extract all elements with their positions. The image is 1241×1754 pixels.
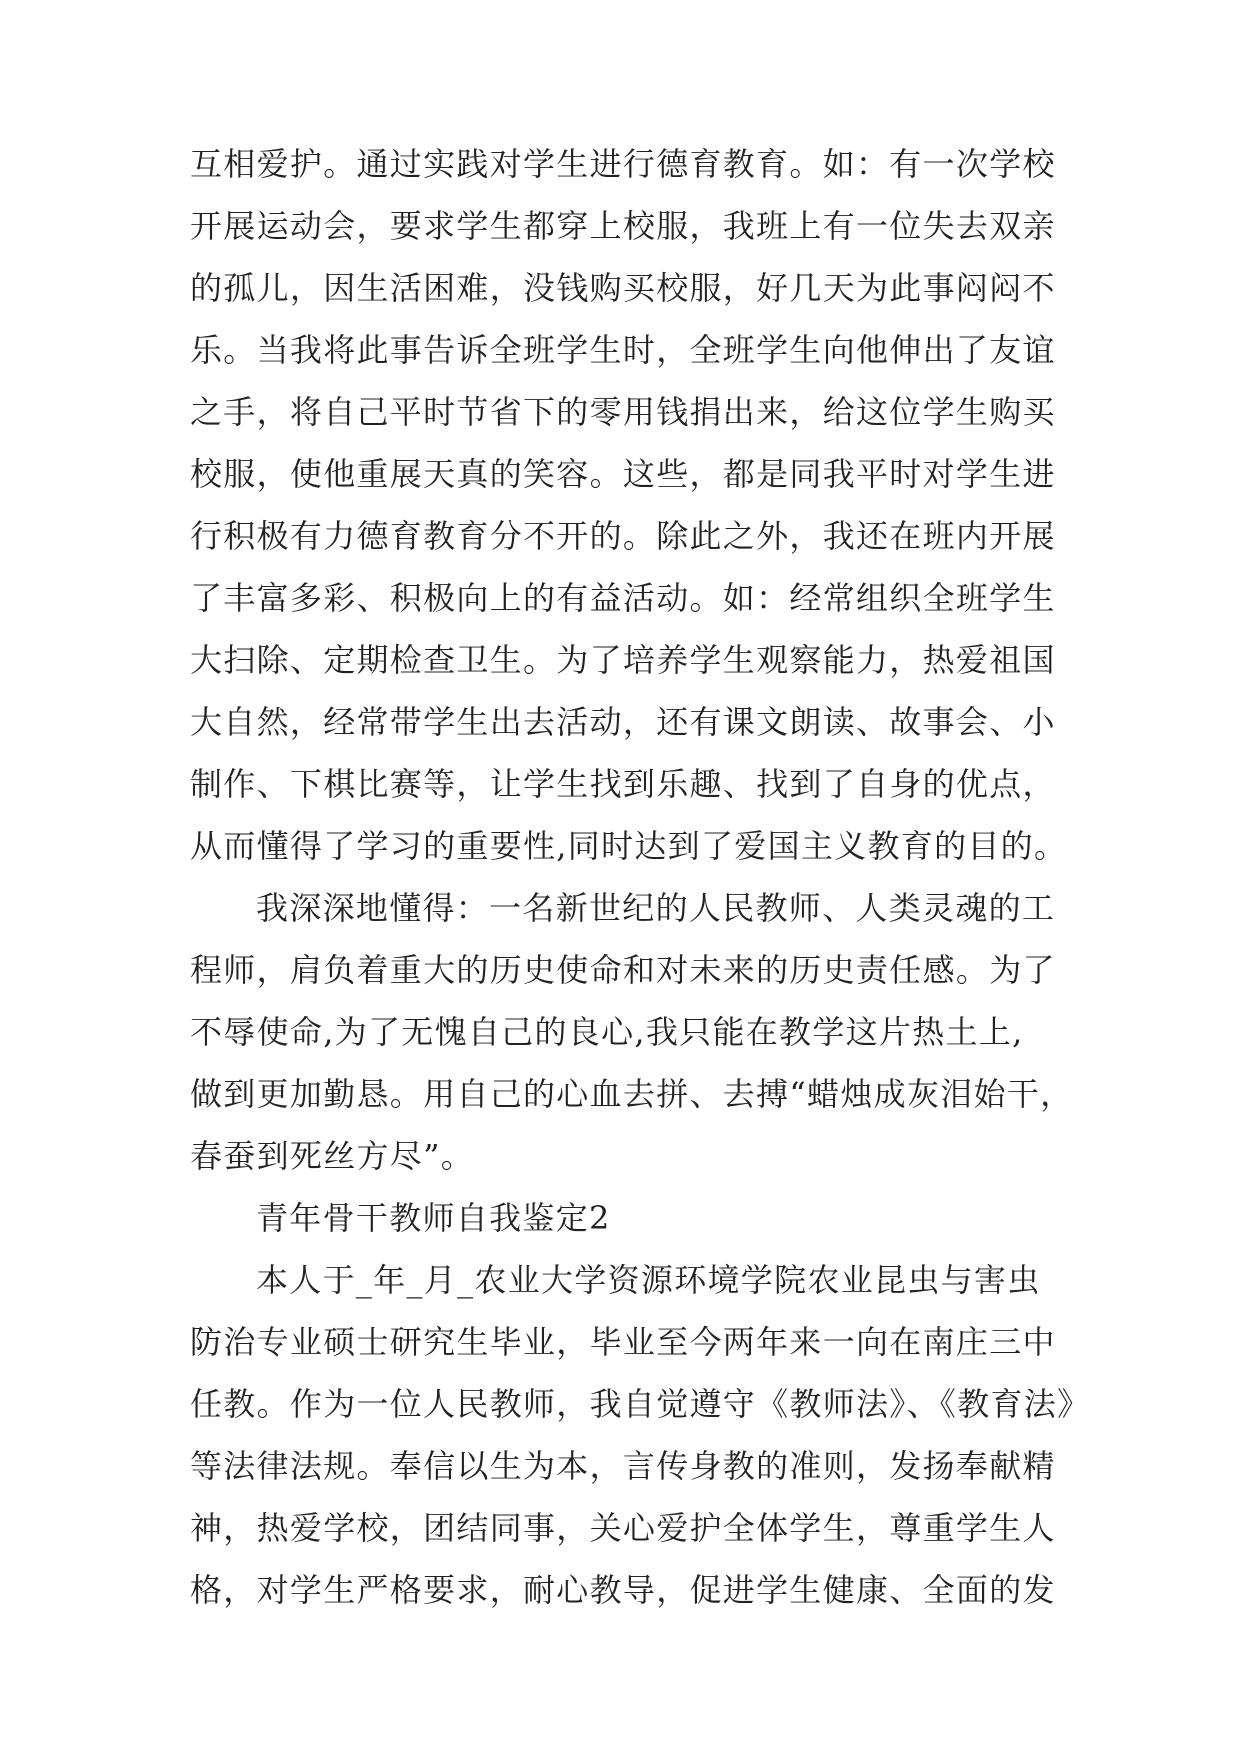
text-line: 做到更加勤恳。用自己的心血去拼、去搏“蜡烛成灰泪始干， (190, 1075, 1074, 1113)
text-line: 了丰富多彩、积极向上的有益活动。如：经常组织全班学生 (190, 579, 1056, 617)
text-line: 乐。当我将此事告诉全班学生时，全班学生向他伸出了友谊 (190, 331, 1056, 369)
text-line: 从而懂得了学习的重要性,同时达到了爱国主义教育的目的。 (190, 827, 1068, 865)
text-line: 等法律法规。奉信以生为本，言传身教的准则，发扬奉献精 (190, 1447, 1056, 1485)
text-line: 格，对学生严格要求，耐心教导，促进学生健康、全面的发 (190, 1571, 1056, 1609)
text-line: 制作、下棋比赛等，让学生找到乐趣、找到了自身的优点， (190, 765, 1056, 803)
text-line: 互相爱护。通过实践对学生进行德育教育。如：有一次学校 (190, 145, 1056, 183)
text-line: 大自然，经常带学生出去活动，还有课文朗读、故事会、小 (190, 703, 1056, 741)
text-line: 防治专业硕士研究生毕业，毕业至今两年来一向在南庄三中 (190, 1323, 1056, 1361)
text-line: 神，热爱学校，团结同事，关心爱护全体学生，尊重学生人 (190, 1509, 1056, 1547)
text-line: 任教。作为一位人民教师，我自觉遵守《教师法》、《教育法》 (190, 1385, 1091, 1423)
text-line: 本人于_年_月_农业大学资源环境学院农业昆虫与害虫 (256, 1261, 1041, 1299)
text-line: 的孤儿，因生活困难，没钱购买校服，好几天为此事闷闷不 (190, 269, 1056, 307)
paragraph-3 (190, 1249, 1091, 1621)
text-line: 行积极有力德育教育分不开的。除此之外，我还在班内开展 (190, 517, 1056, 555)
section-title: 青年骨干教师自我鉴定2 (256, 1199, 611, 1237)
text-line: 我深深地懂得：一名新世纪的人民教师、人类灵魂的工 (256, 889, 1056, 927)
text-line: 之手，将自己平时节省下的零用钱捐出来，给这位学生购买 (190, 393, 1056, 431)
text-line: 开展运动会，要求学生都穿上校服，我班上有一位失去双亲 (190, 207, 1056, 245)
text-line: 校服，使他重展天真的笑容。这些，都是同我平时对学生进 (190, 455, 1056, 493)
document-page (190, 133, 1091, 1621)
paragraph-2 (190, 877, 1074, 1187)
text-line: 大扫除、定期检查卫生。为了培养学生观察能力，热爱祖国 (190, 641, 1056, 679)
paragraph-1 (190, 133, 1070, 877)
text-line: 不辱使命,为了无愧自己的良心,我只能在教学这片热土上, (190, 1013, 1024, 1051)
text-line: 春蚕到死丝方尽”。 (190, 1137, 475, 1175)
text-line: 程师，肩负着重大的历史使命和对未来的历史责任感。为了 (190, 951, 1056, 989)
